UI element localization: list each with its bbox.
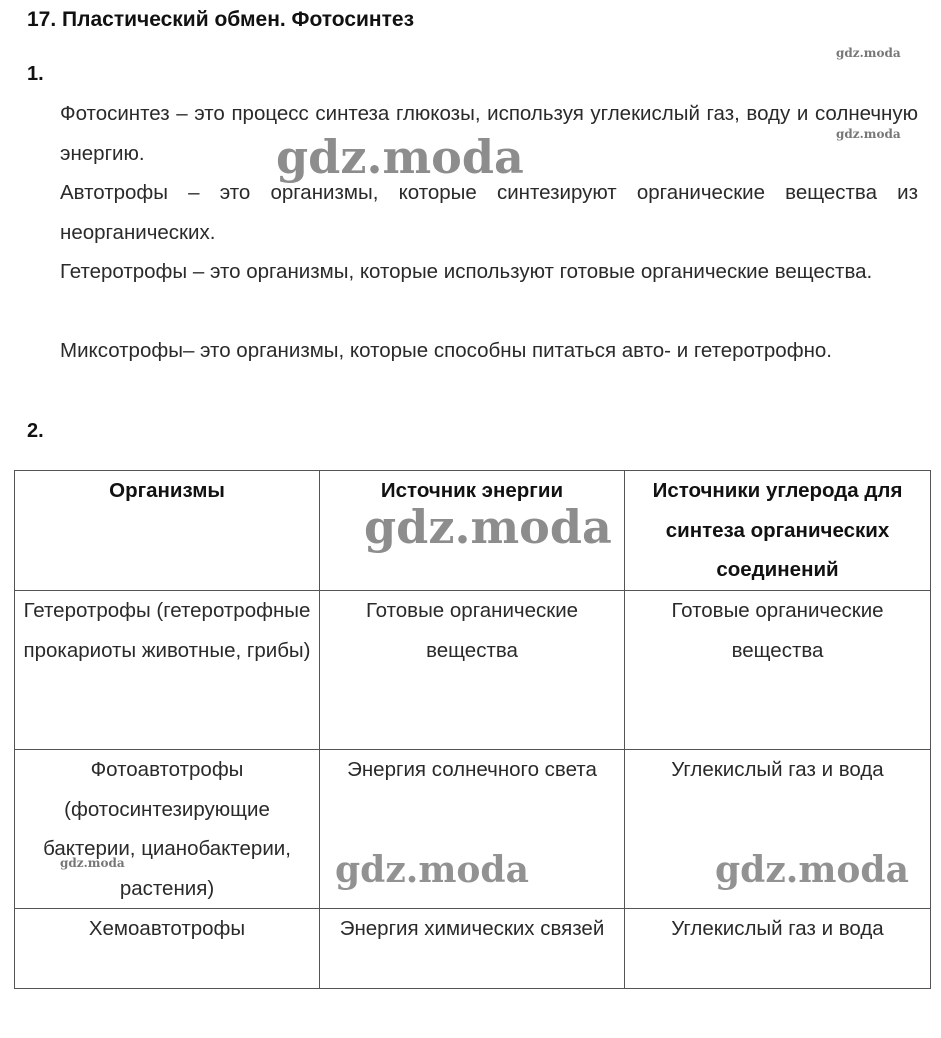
nutrition-types-table — [14, 470, 931, 989]
table-cell: Гетеротрофы (гетеротрофные прокариоты животные, грибы) — [15, 591, 320, 750]
table-row — [15, 591, 931, 750]
watermark-logo: gdz.moda — [715, 849, 909, 891]
question-number-1: 1. — [27, 63, 44, 85]
watermark-logo: gdz.moda — [836, 127, 901, 141]
header-organisms: Организмы — [15, 471, 320, 591]
table-cell: Энергия химических связей — [320, 909, 625, 989]
header-carbon-source: Источники углерода для синтеза органических соединений — [625, 471, 931, 591]
watermark-logo: gdz.moda — [335, 849, 529, 891]
definition-autotrophs: Автотрофы – это организмы, которые синтезируют органические вещества из неорганических. — [60, 181, 918, 244]
definition-mixotrophs: Миксотрофы– это организмы, которые способны питаться авто- и гетеротрофно. — [60, 339, 832, 362]
table-cell: Фотоавтотрофы (фотосинтезирующие бактерии, цианобактерии, растения) — [15, 750, 320, 909]
header-energy-source: Источник энергии — [320, 471, 625, 591]
table-cell: Готовые органические вещества — [625, 591, 931, 750]
watermark-logo: gdz.moda — [60, 856, 125, 870]
question-number-2: 2. — [27, 420, 44, 442]
watermark-logo: gdz.moda — [276, 130, 524, 184]
table-header-row — [15, 471, 931, 591]
table-cell: Готовые органические вещества — [320, 591, 625, 750]
table-cell: Энергия солнечного света — [320, 750, 625, 909]
table-row — [15, 909, 931, 989]
watermark-logo: gdz.moda — [364, 500, 612, 554]
table-cell: Углекислый газ и вода — [625, 750, 931, 909]
definition-heterotrophs: Гетеротрофы – это организмы, которые используют готовые органические вещества. — [60, 260, 873, 283]
page-title: 17. Пластический обмен. Фотосинтез — [27, 8, 415, 31]
table-row — [15, 750, 931, 909]
definition-photosynthesis: Фотосинтез – это процесс синтеза глюкозы, используя углекислый газ, воду и солнечную энергию. — [60, 102, 918, 165]
table-cell: Хемоавтотрофы — [15, 909, 320, 989]
table-cell: Углекислый газ и вода — [625, 909, 931, 989]
watermark-logo: gdz.moda — [836, 46, 901, 60]
